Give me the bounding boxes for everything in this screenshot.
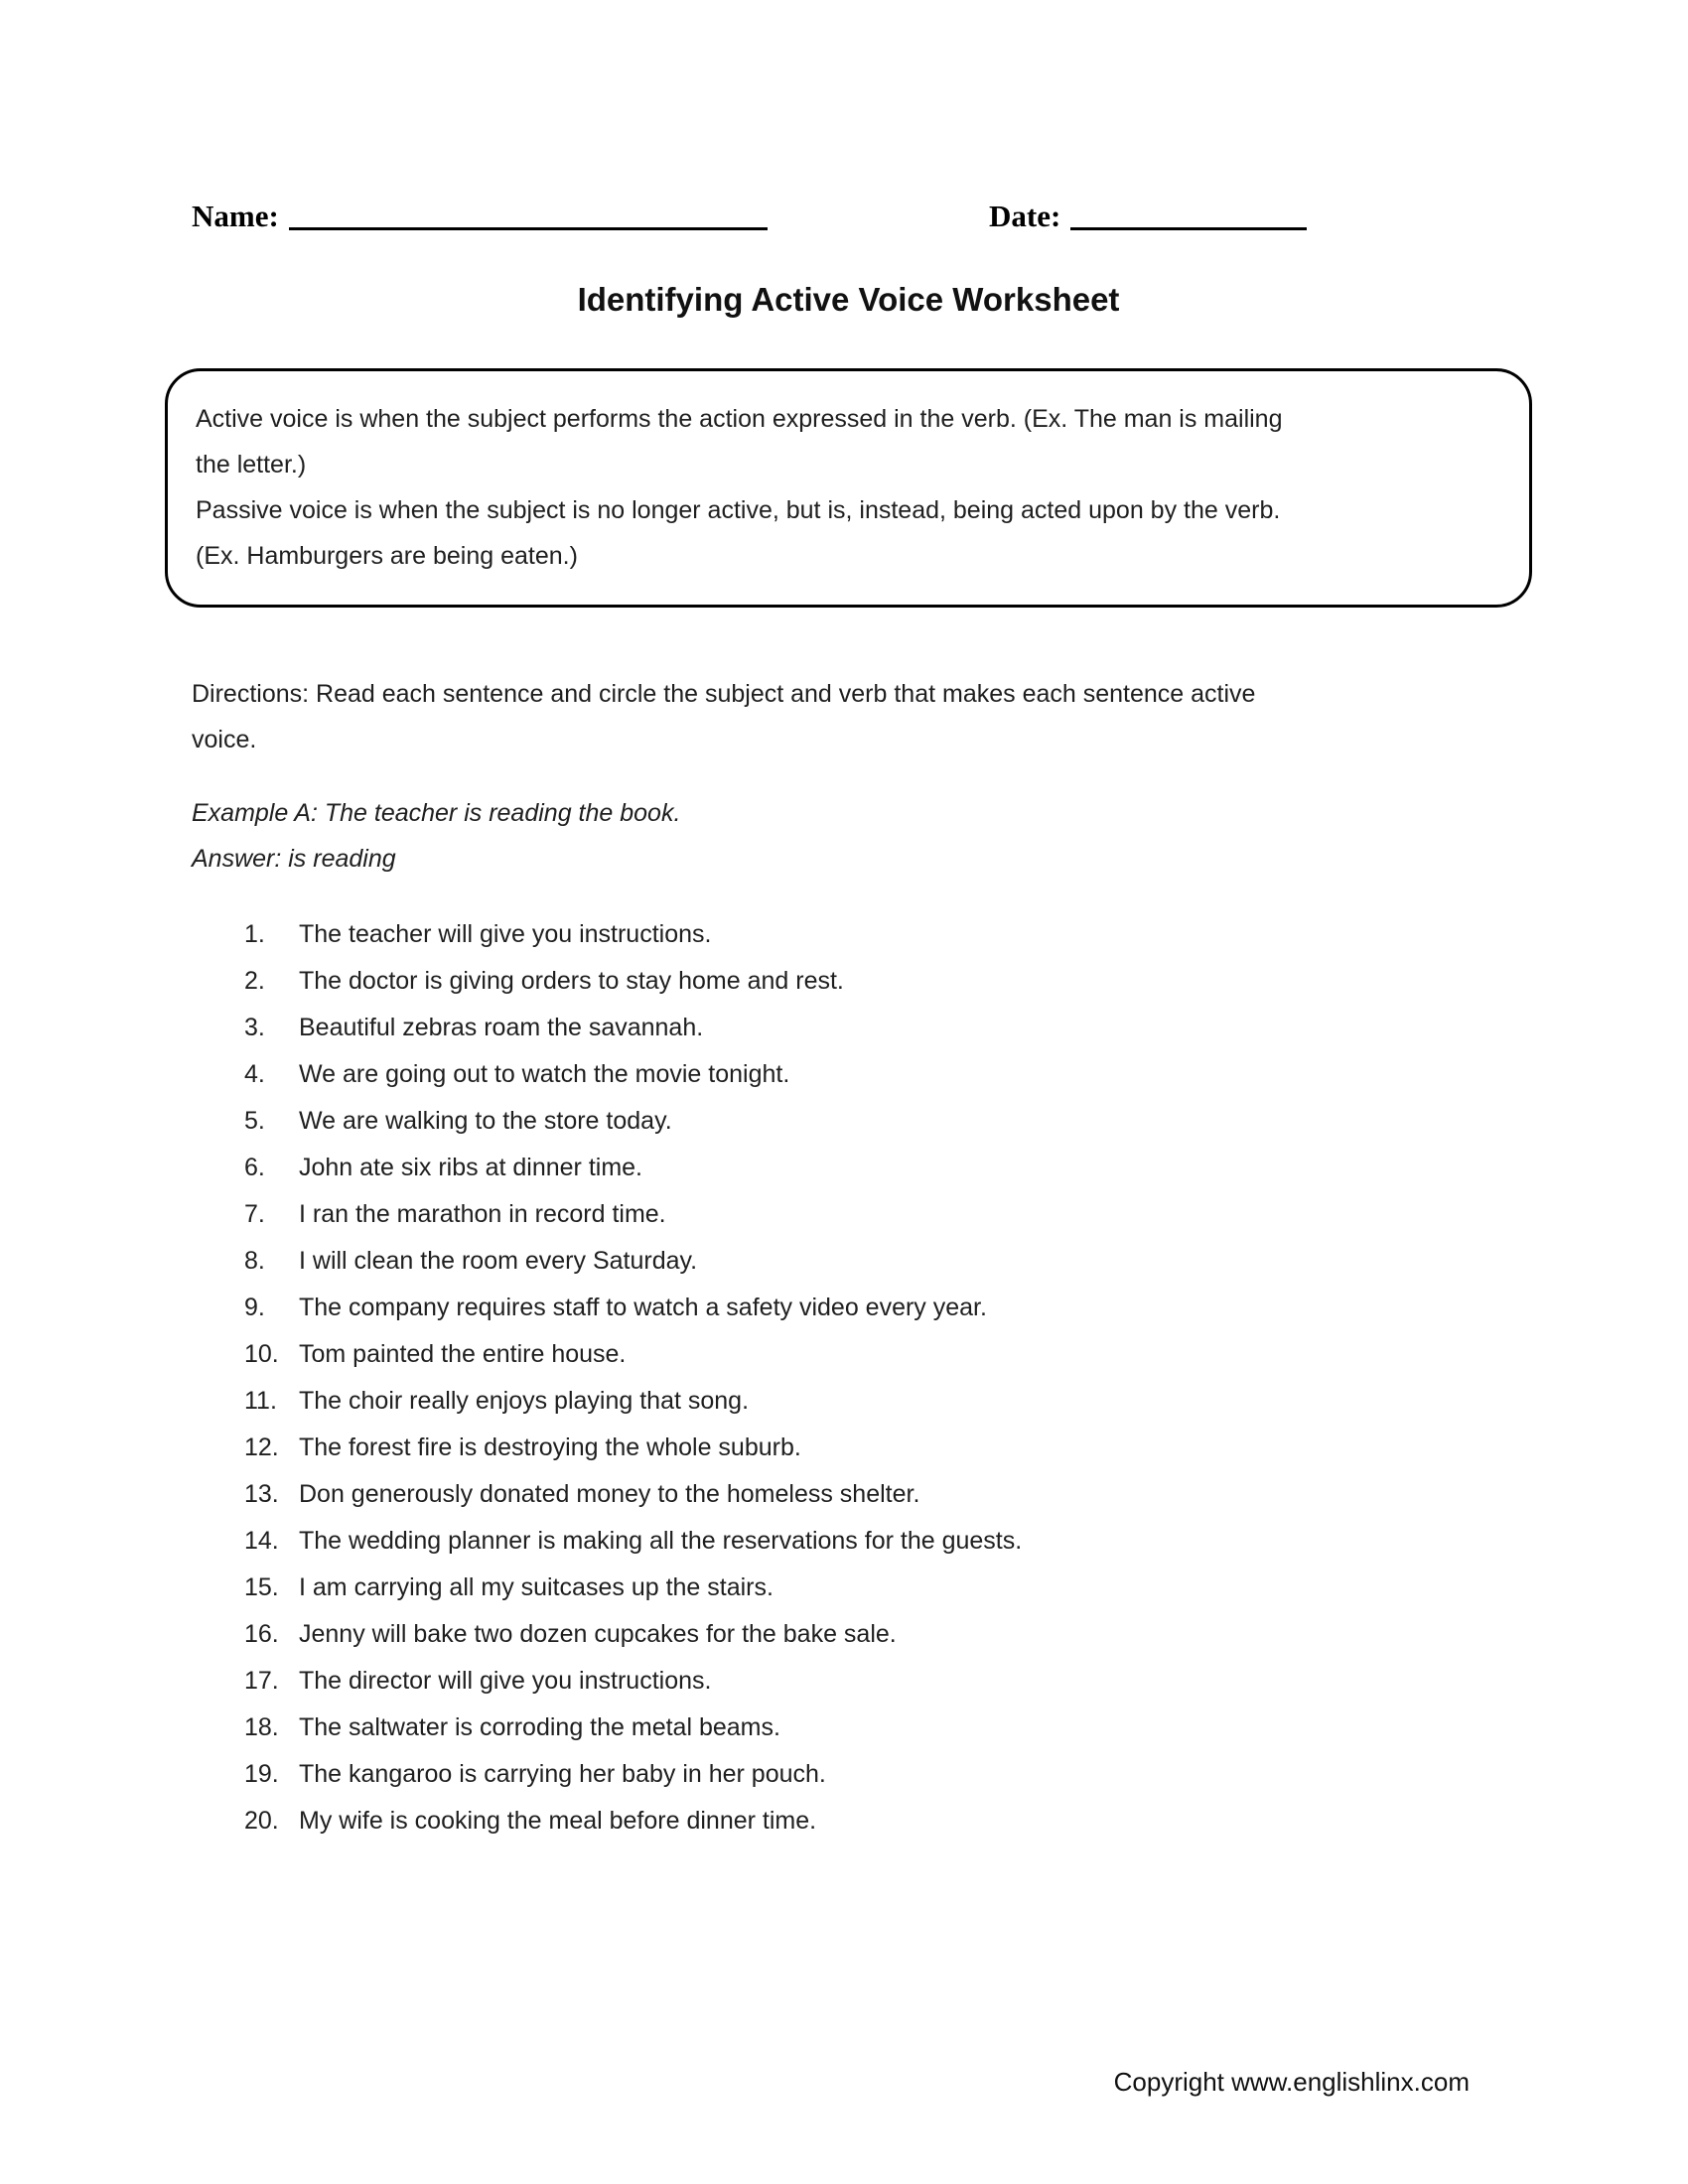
sentence-item	[244, 1145, 1022, 1191]
definitions-box	[165, 368, 1532, 608]
sentence-text: I am carrying all my suitcases up the stairs.	[299, 1573, 774, 1601]
example-block	[192, 790, 1512, 882]
sentence-text: John ate six ribs at dinner time.	[299, 1154, 642, 1181]
sentence-text: I ran the marathon in record time.	[299, 1200, 666, 1228]
sentence-text: The company requires staff to watch a safety video every year.	[299, 1294, 987, 1321]
sentence-item	[244, 1471, 1022, 1518]
sentence-text: The director will give you instructions.	[299, 1667, 712, 1695]
sentence-text: The teacher will give you instructions.	[299, 920, 712, 948]
name-label: Name:	[192, 199, 279, 233]
sentence-item	[244, 1005, 1022, 1051]
sentence-number: 11.	[244, 1387, 277, 1415]
sentence-text: The wedding planner is making all the reservations for the guests.	[299, 1527, 1023, 1555]
sentence-item	[244, 1051, 1022, 1098]
sentence-item	[244, 958, 1022, 1005]
sentence-list	[244, 911, 1022, 1844]
date-field-group	[989, 197, 1307, 236]
sentence-item	[244, 1751, 1022, 1798]
sentence-item	[244, 1518, 1022, 1565]
sentence-text: We are going out to watch the movie tonight.	[299, 1060, 790, 1088]
sentence-item	[244, 1658, 1022, 1705]
sentence-item	[244, 1191, 1022, 1238]
directions-line: Directions: Read each sentence and circle the subject and verb that makes each sentence active	[192, 680, 1256, 708]
sentence-text: The forest fire is destroying the whole suburb.	[299, 1433, 801, 1461]
sentence-number: 2.	[244, 967, 265, 995]
sentence-number: 17.	[244, 1667, 279, 1695]
page-title: Identifying Active Voice Worksheet	[577, 281, 1120, 318]
sentence-number: 1.	[244, 920, 265, 948]
definition-line: the letter.)	[196, 451, 307, 478]
sentence-text: The doctor is giving orders to stay home and rest.	[299, 967, 844, 995]
sentence-item	[244, 911, 1022, 958]
sentence-number: 12.	[244, 1433, 279, 1461]
sentence-item	[244, 1425, 1022, 1471]
sentence-number: 15.	[244, 1573, 279, 1601]
name-field-group	[192, 197, 768, 236]
sentence-item	[244, 1378, 1022, 1425]
copyright-text: Copyright www.englishlinx.com	[1113, 2067, 1470, 2097]
sentence-item	[244, 1285, 1022, 1331]
sentence-text: We are walking to the store today.	[299, 1107, 672, 1135]
sentence-text: Beautiful zebras roam the savannah.	[299, 1014, 704, 1041]
sentence-number: 8.	[244, 1247, 265, 1275]
sentence-text: My wife is cooking the meal before dinner time.	[299, 1807, 817, 1835]
sentence-text: Jenny will bake two dozen cupcakes for the bake sale.	[299, 1620, 897, 1648]
sentence-text: The saltwater is corroding the metal beams.	[299, 1713, 780, 1741]
sentence-number: 4.	[244, 1060, 265, 1088]
sentence-text: The choir really enjoys playing that song.	[299, 1387, 750, 1415]
date-label: Date:	[989, 199, 1061, 233]
example-line: Example A: The teacher is reading the book.	[192, 799, 681, 827]
definition-line: Active voice is when the subject performs the action expressed in the verb. (Ex. The man is mailing	[196, 405, 1283, 433]
sentence-text: The kangaroo is carrying her baby in her pouch.	[299, 1760, 826, 1788]
sentence-number: 9.	[244, 1294, 265, 1321]
header-row	[0, 197, 1688, 242]
sentence-number: 20.	[244, 1807, 279, 1835]
sentence-number: 6.	[244, 1154, 265, 1181]
directions-line: voice.	[192, 726, 257, 753]
sentence-item	[244, 1331, 1022, 1378]
date-blank-line	[1070, 227, 1307, 230]
sentence-item	[244, 1098, 1022, 1145]
sentence-number: 18.	[244, 1713, 279, 1741]
definition-line: Passive voice is when the subject is no longer active, but is, instead, being acted upon by the verb.	[196, 496, 1281, 524]
sentence-item	[244, 1798, 1022, 1844]
sentence-number: 14.	[244, 1527, 279, 1555]
definition-line: (Ex. Hamburgers are being eaten.)	[196, 542, 578, 570]
sentence-number: 10.	[244, 1340, 279, 1368]
sentence-number: 13.	[244, 1480, 279, 1508]
sentence-text: I will clean the room every Saturday.	[299, 1247, 698, 1275]
sentence-item	[244, 1565, 1022, 1611]
sentence-item	[244, 1611, 1022, 1658]
sentence-number: 5.	[244, 1107, 265, 1135]
sentence-number: 3.	[244, 1014, 265, 1041]
sentence-item	[244, 1238, 1022, 1285]
sentence-text: Don generously donated money to the homeless shelter.	[299, 1480, 920, 1508]
sentence-number: 7.	[244, 1200, 265, 1228]
directions-text	[192, 671, 1512, 762]
answer-line: Answer: is reading	[192, 845, 396, 873]
sentence-number: 16.	[244, 1620, 279, 1648]
name-blank-line	[289, 227, 768, 230]
sentence-item	[244, 1705, 1022, 1751]
sentence-number: 19.	[244, 1760, 279, 1788]
sentence-text: Tom painted the entire house.	[299, 1340, 627, 1368]
